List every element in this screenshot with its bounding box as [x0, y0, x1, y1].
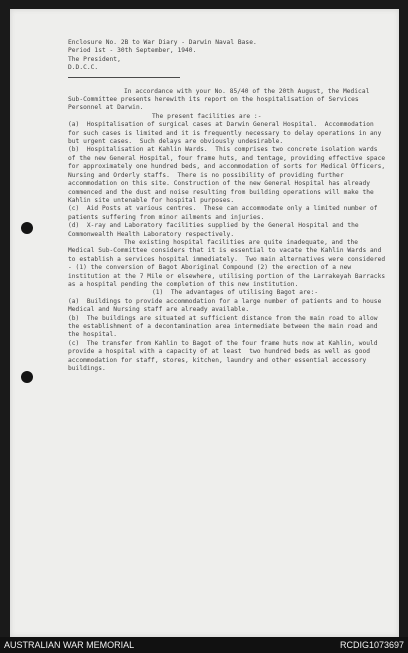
facilities-heading: The present facilities are :- [152, 112, 262, 120]
punch-hole [21, 371, 33, 383]
archive-footer [0, 637, 408, 653]
document-page [10, 9, 399, 637]
assessment-paragraph: The existing hospital facilities are quite inadequate, and the Medical Sub-Committee considers that it is essential to vacate the Kahlin Wards and to establish a services hospital immediately. Two main alternatives were considered - (1) the conversion of Bagot Aboriginal Compound (2) the erection of a new institution at the 7 Mile or elsewhere, utilising portion of the Larrakeyah Barracks as a hospital pending the completion of this new institution. [68, 238, 389, 288]
addressee-line: D.D.C.C. [68, 64, 99, 72]
period-heading: Period 1st - 30th September, 1940. [68, 47, 197, 55]
document-body [68, 39, 389, 373]
divider-rule [68, 77, 180, 78]
punch-hole [21, 222, 33, 234]
facility-item: (a) Hospitalisation of surgical cases at Darwin General Hospital. Accommodation for such cases is limited and it is frequently necessary to delay operations in any but urgent cases. Such delays are obviously undesirable. [68, 121, 386, 146]
archive-name: AUSTRALIAN WAR MEMORIAL [4, 640, 135, 650]
advantage-item: (c) The transfer from Kahlin to Bagot of the four frame huts now at Kahlin, would provide a hospital with a capacity of at least two hundred beds as well as good accommodation for staff, stores, kitchen, laundry and other essential accessory buildings. [68, 339, 382, 373]
intro-paragraph: In accordance with your No. 85/40 of the 20th August, the Medical Sub-Committee presents herewith its report on the hospitalisation of Services Personnel at Darwin. [68, 87, 374, 112]
advantage-item: (a) Buildings to provide accommodation for a large number of patients and to house Medical and Nursing staff are already available. [68, 297, 386, 314]
advantages-heading: (1) The advantages of utilising Bagot are:- [152, 289, 319, 297]
enclosure-heading: Enclosure No. 2B to War Diary - Darwin Naval Base. [68, 39, 257, 46]
facility-item: (c) Aid Posts at various centres. These can accommodate only a limited number of patients suffering from minor ailments and injuries. [68, 205, 382, 221]
advantage-item: (b) The buildings are situated at sufficient distance from the main road to allow the establishment of a decontamination area intermediate between the main road and the hospital. [68, 314, 382, 339]
facility-item: (b) Hospitalisation at Kahlin Wards. This comprises two concrete isolation wards of the new General Hospital, four frame huts, and tentage, providing effective space for approximately one hundred beds, and accommodation of sorts for Medical Officers, Nursing and Orderly staffs. There is no possibility of providing further accommodation on this site. Construction of the new General Hospital has already commenced and the dust and noise resulting from building operations will make the Kahlin site untenable for hospital purposes. [68, 146, 389, 204]
facility-item: (d) X-ray and Laboratory facilities supplied by the General Hospital and the Commonwealth Health Laboratory respectively. [68, 222, 363, 238]
record-id: RCDIG1073697 [339, 640, 404, 650]
addressee-line: The President, [68, 55, 121, 63]
